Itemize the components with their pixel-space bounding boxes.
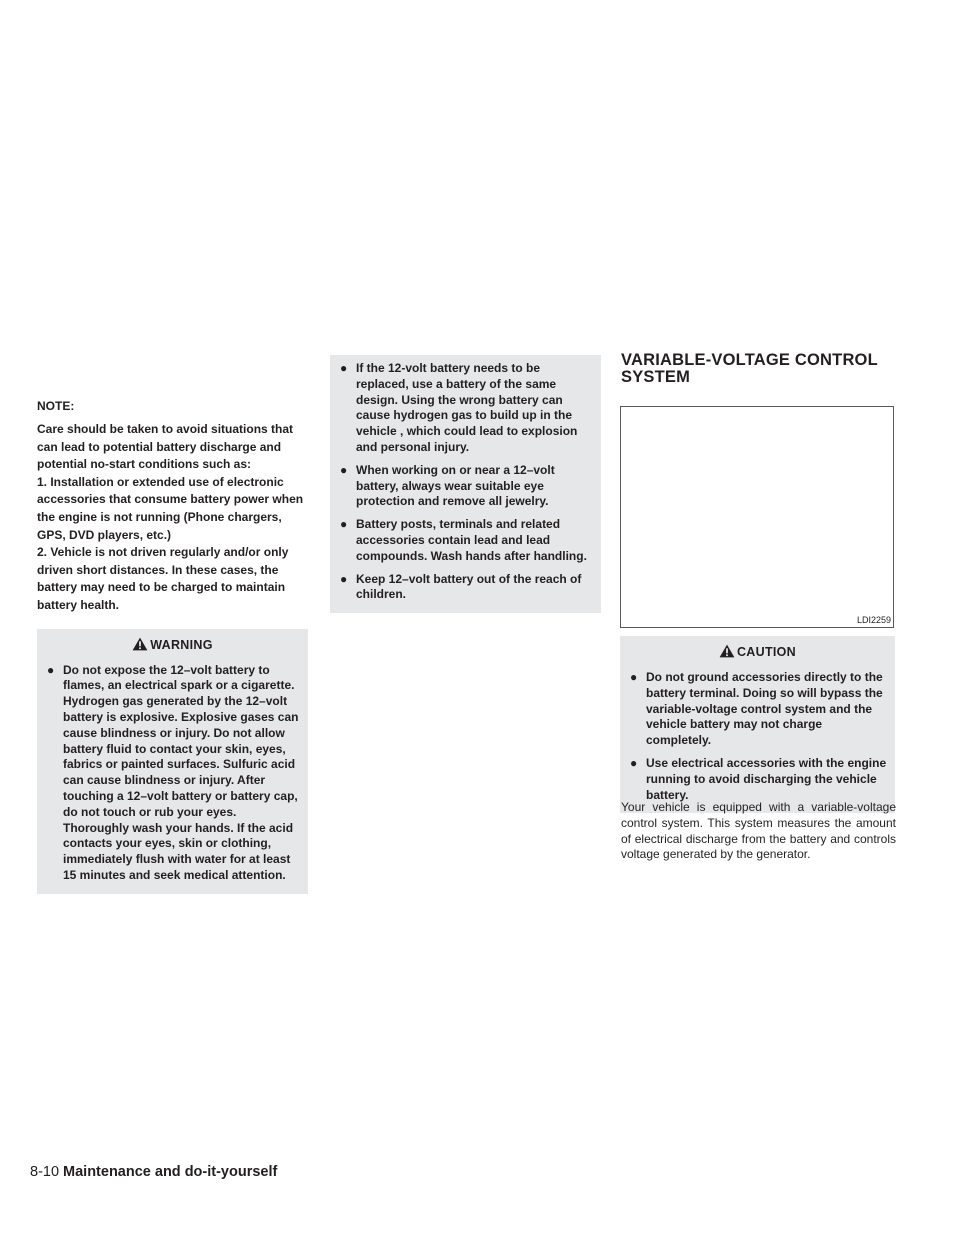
bullet-dot: ● [340,361,348,375]
caution-header [628,644,887,662]
section-body: Your vehicle is equipped with a variable-voltage control system. This system measures the amount of electrical discharge from the battery and controls voltage generated by the generator. [621,800,896,862]
left-column [37,397,308,894]
note-item-2: 2. Vehicle is not driven regularly and/or only driven short distances. In these cases, the battery may need to be charged to maintain battery health. [37,545,289,612]
bullet-dot: ● [630,755,638,770]
caution-title: CAUTION [736,645,797,659]
bullet-dot: ● [340,571,348,586]
footer-section-title: Maintenance and do-it-yourself [63,1164,278,1180]
warning-bullet [338,572,593,604]
warning-title: WARNING [150,637,213,652]
middle-column [330,355,601,613]
warning-header [45,637,300,655]
note-intro: Care should be taken to avoid situations that can lead to potential battery discharge and potential no-start conditions such as: [37,422,294,472]
warning-bullet-text: If the 12-volt battery needs to be replaced, use a battery of the same design. Using the wrong battery can cause hydrogen gas to build up in the vehicle , which could lead to explosion and personal injury. [356,361,578,454]
figure-frame [620,406,894,628]
warning-bullet [338,517,593,564]
warning-bullet-text: When working on or near a 12–volt battery, always wear suitable eye protection and remove all jewelry. [356,462,555,509]
warning-box [37,629,308,894]
warning-bullet-text: Do not expose the 12–volt battery to flames, an electrical spark or a cigarette. Hydrogen gas generated by the 12–volt battery is explosive. Explosive gases can cause blindness or injury. Do not allow battery fluid to contact your skin, eyes, fabrics or painted surfaces. Sulfuric acid can cause blindness or injury. After touching a 12–volt battery or battery cap, do not touch or rub your eyes. Thoroughly wash your hands. If the acid contacts your eyes, skin or clothing, immediately flush with water for at least 15 minutes and seek medical attention. [63,662,299,882]
note-body [37,421,308,615]
note-item-1: 1. Installation or extended use of electronic accessories that consume battery power when the engine is not running (Phone chargers, GPS, DVD players, etc.) [37,474,304,542]
warning-bullet [45,663,300,884]
warning-bullet [338,361,593,456]
bullet-dot: ● [340,462,348,477]
caution-bullet-text: Use electrical accessories with the engine running to avoid discharging the vehicle battery. [646,755,887,802]
section-heading: VARIABLE-VOLTAGE CONTROL SYSTEM [621,351,878,386]
warning-triangle-icon [132,637,148,655]
warning-bullet [338,463,593,510]
bullet-dot: ● [47,662,55,677]
warning-bullet-text: Battery posts, terminals and related accessories contain lead and lead compounds. Wash hands after handling. [356,517,587,563]
figure-id: LDI2259 [856,615,891,625]
bullet-dot: ● [630,670,638,684]
caution-bullet [628,756,887,803]
page-number: 8-10 [30,1164,60,1180]
warning-box-continued [330,355,601,613]
caution-box [620,636,895,813]
warning-bullet-text: Keep 12–volt battery out of the reach of children. [356,571,582,602]
caution-bullet [628,670,887,749]
page-footer [30,1163,277,1181]
note-label: NOTE: [37,399,75,413]
warning-triangle-icon [719,644,735,662]
bullet-dot: ● [340,517,348,532]
caution-bullet-text: Do not ground accessories directly to the battery terminal. Doing so will bypass the variable-voltage control system and the vehicle battery may not charge completely. [646,670,883,748]
